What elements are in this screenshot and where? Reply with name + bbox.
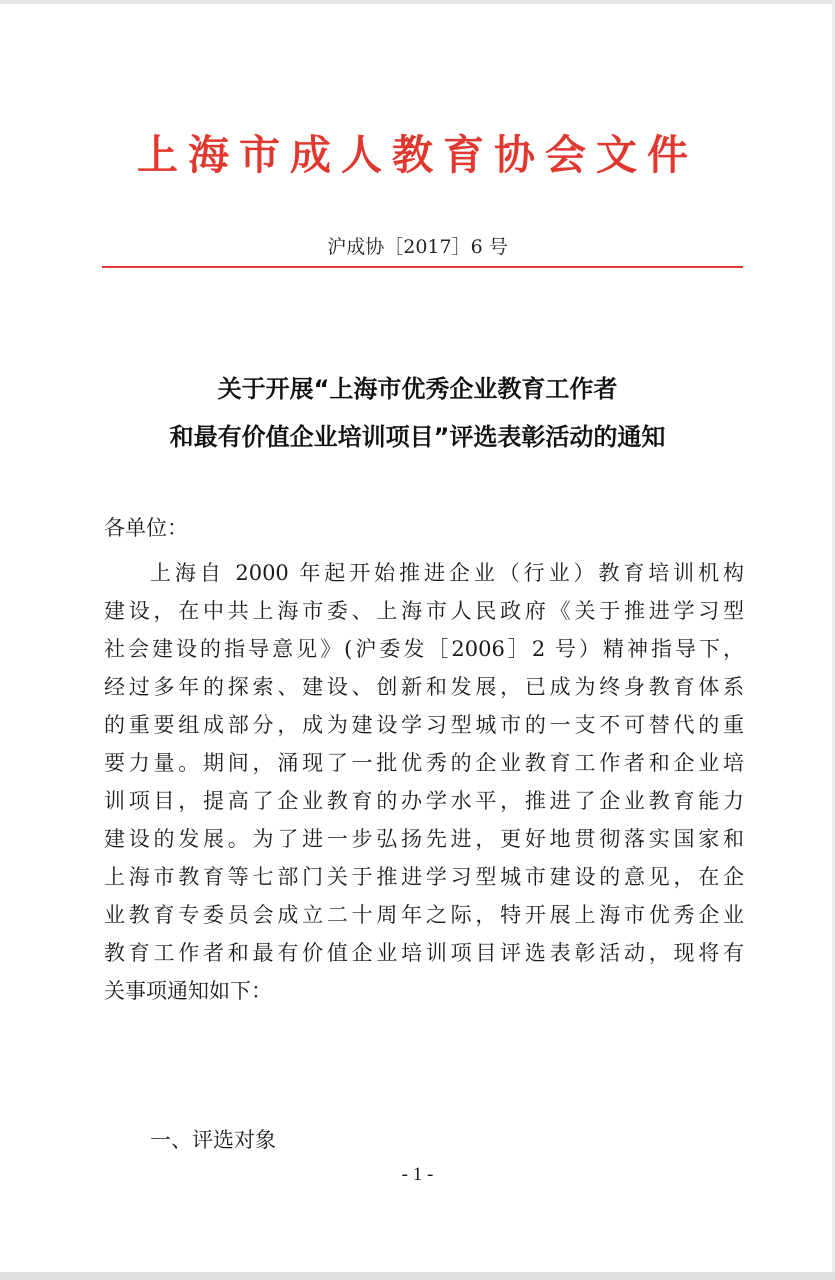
red-divider-line: [102, 266, 743, 268]
section-heading: 一、评选对象: [150, 1128, 276, 1152]
paragraph-line: 建设的发展。为了进一步弘扬先进，更好地贯彻落实国家和: [104, 827, 744, 851]
page-edge-bottom: [0, 1272, 835, 1280]
document-masthead: 上海市成人教育协会文件: [137, 131, 698, 179]
paragraph-line: 经过多年的探索、建设、创新和发展，已成为终身教育体系: [104, 675, 744, 699]
body-paragraph: [104, 554, 744, 1010]
salutation: 各单位：: [104, 516, 188, 540]
page-number: - 1 -: [401, 1164, 434, 1185]
notice-title-line-2: 和最有价值企业培训项目”评选表彰活动的通知: [169, 423, 666, 451]
paragraph-line: 的重要组成部分，成为建设学习型城市的一支不可替代的重: [104, 713, 744, 737]
notice-title-line-1: 关于开展“上海市优秀企业教育工作者: [217, 375, 618, 403]
paragraph-line: 上海自 2000 年起开始推进企业（行业）教育培训机构: [150, 561, 744, 585]
paragraph-line: 训项目，提高了企业教育的办学水平，推进了企业教育能力: [104, 789, 744, 813]
paragraph-line: 业教育专委员会成立二十周年之际，特开展上海市优秀企业: [104, 903, 744, 927]
paragraph-line: 要力量。期间，涌现了一批优秀的企业教育工作者和企业培: [104, 751, 744, 775]
paragraph-line: 教育工作者和最有价值企业培训项目评选表彰活动，现将有: [104, 941, 744, 965]
page-edge-top: [0, 0, 835, 4]
paragraph-line: 社会建设的指导意见》(沪委发［2006］2 号）精神指导下，: [104, 637, 744, 661]
paragraph-line: 关事项通知如下：: [104, 979, 272, 1003]
paragraph-line: 建设，在中共上海市委、上海市人民政府《关于推进学习型: [104, 599, 744, 623]
paragraph-line: 上海市教育等七部门关于推进学习型城市建设的意见，在企: [104, 865, 744, 889]
document-number: 沪成协［2017］6 号: [327, 236, 508, 258]
